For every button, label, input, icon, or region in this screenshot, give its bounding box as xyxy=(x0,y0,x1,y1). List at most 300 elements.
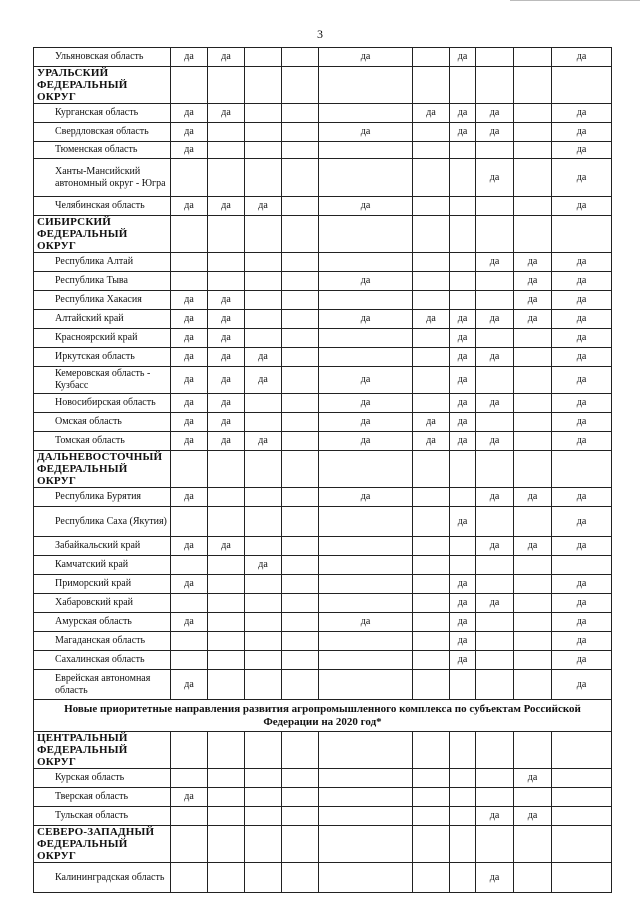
table-cell xyxy=(514,432,552,451)
table-cell xyxy=(282,575,319,594)
table-cell xyxy=(413,594,450,613)
table-cell xyxy=(171,594,208,613)
table-cell xyxy=(413,272,450,291)
table-cell xyxy=(450,556,476,575)
table-cell xyxy=(245,788,282,807)
region-name: Тюменская область xyxy=(34,142,171,159)
table-cell: да xyxy=(552,123,612,142)
table-cell xyxy=(208,253,245,272)
table-cell xyxy=(476,329,514,348)
table-cell: да xyxy=(476,807,514,826)
table-cell xyxy=(514,670,552,700)
table-cell xyxy=(245,537,282,556)
region-name: Свердловская область xyxy=(34,123,171,142)
table-cell: да xyxy=(552,488,612,507)
table-cell xyxy=(514,732,552,769)
table-cell xyxy=(171,67,208,104)
region-name: Калининградская область xyxy=(34,863,171,893)
region-name: Новосибирская область xyxy=(34,394,171,413)
table-cell: да xyxy=(208,432,245,451)
table-cell xyxy=(282,556,319,575)
table-cell xyxy=(319,651,413,670)
table-cell xyxy=(208,594,245,613)
table-cell xyxy=(208,632,245,651)
table-cell xyxy=(413,507,450,537)
table-cell xyxy=(450,826,476,863)
table-cell: да xyxy=(450,613,476,632)
table-cell: да xyxy=(245,348,282,367)
table-cell xyxy=(208,67,245,104)
table-cell: да xyxy=(552,142,612,159)
table-cell xyxy=(245,48,282,67)
table-cell xyxy=(552,769,612,788)
table-cell xyxy=(282,104,319,123)
table-cell xyxy=(476,142,514,159)
table-cell xyxy=(208,769,245,788)
district-name: УРАЛЬСКИЙ ФЕДЕРАЛЬНЫЙ ОКРУГ xyxy=(34,67,171,104)
table-cell xyxy=(282,291,319,310)
table-cell: да xyxy=(171,142,208,159)
table-cell: да xyxy=(413,432,450,451)
table-cell xyxy=(413,348,450,367)
table-cell: да xyxy=(208,413,245,432)
table-cell: да xyxy=(552,651,612,670)
table-cell: да xyxy=(171,310,208,329)
district-name: ЦЕНТРАЛЬНЫЙ ФЕДЕРАЛЬНЫЙ ОКРУГ xyxy=(34,732,171,769)
table-cell xyxy=(282,863,319,893)
table-cell xyxy=(319,632,413,651)
table-cell xyxy=(476,216,514,253)
table-cell xyxy=(413,632,450,651)
table-cell xyxy=(450,537,476,556)
table-cell xyxy=(245,413,282,432)
district-row xyxy=(34,826,612,863)
table-cell: да xyxy=(552,272,612,291)
table-cell xyxy=(282,507,319,537)
region-name: Челябинская область xyxy=(34,197,171,216)
table-cell xyxy=(413,556,450,575)
table-cell: да xyxy=(552,348,612,367)
table-cell xyxy=(413,732,450,769)
table-cell xyxy=(208,651,245,670)
table-cell: да xyxy=(450,310,476,329)
district-row xyxy=(34,67,612,104)
table-cell xyxy=(319,104,413,123)
table-row xyxy=(34,432,612,451)
table-cell xyxy=(171,807,208,826)
table-cell xyxy=(208,123,245,142)
table-cell xyxy=(514,594,552,613)
table-cell xyxy=(171,272,208,291)
table-cell: да xyxy=(476,594,514,613)
table-cell: да xyxy=(208,48,245,67)
table-cell xyxy=(514,451,552,488)
table-cell: да xyxy=(171,367,208,394)
table-row xyxy=(34,310,612,329)
table-cell: да xyxy=(552,537,612,556)
region-name: Хабаровский край xyxy=(34,594,171,613)
table-cell xyxy=(413,367,450,394)
table-cell xyxy=(413,863,450,893)
table-cell xyxy=(208,556,245,575)
table-cell xyxy=(282,310,319,329)
table-cell xyxy=(319,769,413,788)
table-cell xyxy=(282,769,319,788)
table-row xyxy=(34,556,612,575)
table-cell xyxy=(282,253,319,272)
table-cell xyxy=(413,67,450,104)
table-cell xyxy=(245,104,282,123)
table-cell xyxy=(514,613,552,632)
table-cell xyxy=(282,329,319,348)
table-cell xyxy=(476,507,514,537)
table-cell xyxy=(171,732,208,769)
region-name: Омская область xyxy=(34,413,171,432)
table-cell: да xyxy=(450,651,476,670)
table-cell xyxy=(282,413,319,432)
table-cell xyxy=(476,272,514,291)
region-name: Республика Тыва xyxy=(34,272,171,291)
region-name: Ульяновская область xyxy=(34,48,171,67)
table-row xyxy=(34,104,612,123)
table-cell: да xyxy=(208,329,245,348)
region-name: Курганская область xyxy=(34,104,171,123)
table-cell: да xyxy=(514,291,552,310)
table-cell: да xyxy=(450,413,476,432)
table-cell xyxy=(245,863,282,893)
table-cell xyxy=(476,197,514,216)
table-cell: да xyxy=(476,537,514,556)
table-cell xyxy=(450,788,476,807)
table-cell: да xyxy=(476,348,514,367)
table-cell xyxy=(514,863,552,893)
table-cell xyxy=(476,651,514,670)
district-name: СИБИРСКИЙ ФЕДЕРАЛЬНЫЙ ОКРУГ xyxy=(34,216,171,253)
region-name: Магаданская область xyxy=(34,632,171,651)
table-cell xyxy=(476,575,514,594)
table-cell xyxy=(282,732,319,769)
table-cell xyxy=(282,367,319,394)
table-cell xyxy=(514,575,552,594)
table-row xyxy=(34,367,612,394)
table-cell: да xyxy=(171,488,208,507)
table-cell: да xyxy=(171,394,208,413)
table-cell: да xyxy=(450,367,476,394)
table-row xyxy=(34,197,612,216)
table-cell: да xyxy=(208,104,245,123)
table-cell xyxy=(282,67,319,104)
table-cell xyxy=(450,272,476,291)
table-cell xyxy=(514,788,552,807)
table-cell: да xyxy=(319,310,413,329)
table-cell xyxy=(319,159,413,197)
table-cell: да xyxy=(552,197,612,216)
table-cell xyxy=(319,807,413,826)
table-cell xyxy=(413,807,450,826)
table-row xyxy=(34,537,612,556)
region-name: Иркутская область xyxy=(34,348,171,367)
table-cell xyxy=(282,613,319,632)
table-cell: да xyxy=(450,48,476,67)
table-cell: да xyxy=(552,432,612,451)
table-cell xyxy=(514,651,552,670)
table-cell xyxy=(171,556,208,575)
table-cell: да xyxy=(319,488,413,507)
table-cell xyxy=(171,253,208,272)
table-cell xyxy=(450,142,476,159)
table-cell: да xyxy=(552,159,612,197)
table-cell xyxy=(245,123,282,142)
table-cell: да xyxy=(208,291,245,310)
table-cell xyxy=(245,632,282,651)
region-name: Кемеровская область - Кузбасс xyxy=(34,367,171,394)
table-cell xyxy=(171,651,208,670)
region-name: Красноярский край xyxy=(34,329,171,348)
table-cell: да xyxy=(171,788,208,807)
table-cell: да xyxy=(476,104,514,123)
table-cell: да xyxy=(208,310,245,329)
table-cell xyxy=(282,807,319,826)
table-cell xyxy=(282,788,319,807)
table-cell xyxy=(245,272,282,291)
table-cell xyxy=(319,142,413,159)
table-cell: да xyxy=(171,537,208,556)
table-cell xyxy=(319,291,413,310)
table-cell: да xyxy=(514,272,552,291)
table-cell xyxy=(245,826,282,863)
table-row xyxy=(34,142,612,159)
table-cell: да xyxy=(319,432,413,451)
table-cell xyxy=(282,272,319,291)
table-cell: да xyxy=(514,310,552,329)
table-cell: да xyxy=(208,367,245,394)
table-cell: да xyxy=(245,556,282,575)
table-cell: да xyxy=(450,507,476,537)
table-cell xyxy=(245,451,282,488)
region-name: Забайкальский край xyxy=(34,537,171,556)
table-cell: да xyxy=(450,632,476,651)
table-cell xyxy=(171,451,208,488)
table-cell xyxy=(476,788,514,807)
table-cell xyxy=(476,291,514,310)
table-cell xyxy=(208,732,245,769)
table-cell xyxy=(282,348,319,367)
table-cell xyxy=(552,451,612,488)
table-cell xyxy=(413,537,450,556)
region-name: Республика Бурятия xyxy=(34,488,171,507)
region-name: Республика Саха (Якутия) xyxy=(34,507,171,537)
table-cell xyxy=(476,613,514,632)
table-cell xyxy=(450,863,476,893)
table-cell xyxy=(450,67,476,104)
table-cell xyxy=(208,670,245,700)
table-cell: да xyxy=(171,575,208,594)
table-row xyxy=(34,613,612,632)
table-cell: да xyxy=(552,575,612,594)
table-cell xyxy=(319,863,413,893)
table-cell xyxy=(282,216,319,253)
table-cell xyxy=(450,451,476,488)
table-cell: да xyxy=(413,413,450,432)
table-cell: да xyxy=(552,253,612,272)
region-name: Тверская область xyxy=(34,788,171,807)
table-cell: да xyxy=(476,488,514,507)
table-cell xyxy=(245,488,282,507)
table-cell xyxy=(245,507,282,537)
table-cell xyxy=(171,863,208,893)
table-cell: да xyxy=(319,272,413,291)
table-cell xyxy=(514,394,552,413)
table-cell xyxy=(282,197,319,216)
table-cell xyxy=(514,159,552,197)
table-cell xyxy=(245,594,282,613)
table-cell: да xyxy=(319,613,413,632)
table-cell xyxy=(476,67,514,104)
table-cell xyxy=(319,826,413,863)
table-cell xyxy=(450,807,476,826)
table-cell: да xyxy=(476,253,514,272)
table-cell xyxy=(282,488,319,507)
table-cell xyxy=(450,488,476,507)
table-cell: да xyxy=(245,197,282,216)
table-cell xyxy=(514,826,552,863)
table-cell xyxy=(171,216,208,253)
table-cell: да xyxy=(552,310,612,329)
table-cell xyxy=(319,594,413,613)
table-cell xyxy=(476,556,514,575)
table-cell: да xyxy=(208,348,245,367)
table-cell xyxy=(552,556,612,575)
table-row xyxy=(34,253,612,272)
table-cell: да xyxy=(476,863,514,893)
table-cell xyxy=(171,632,208,651)
table-cell xyxy=(413,142,450,159)
table-cell: да xyxy=(319,48,413,67)
table-row xyxy=(34,348,612,367)
table-row xyxy=(34,651,612,670)
table-cell: да xyxy=(552,48,612,67)
table-cell xyxy=(413,394,450,413)
table-cell: да xyxy=(171,123,208,142)
table-cell: да xyxy=(245,432,282,451)
table-cell xyxy=(476,367,514,394)
table-cell xyxy=(171,826,208,863)
table-cell xyxy=(282,632,319,651)
table-cell xyxy=(319,670,413,700)
region-name: Камчатский край xyxy=(34,556,171,575)
table-cell xyxy=(319,537,413,556)
table-cell xyxy=(208,451,245,488)
table-cell xyxy=(245,329,282,348)
table-cell xyxy=(319,216,413,253)
table-cell xyxy=(171,769,208,788)
table-cell xyxy=(282,670,319,700)
table-cell xyxy=(413,123,450,142)
table-cell xyxy=(245,613,282,632)
table-row xyxy=(34,769,612,788)
table-cell xyxy=(413,788,450,807)
table-cell: да xyxy=(319,197,413,216)
table-cell: да xyxy=(171,48,208,67)
table-cell: да xyxy=(514,537,552,556)
table-cell xyxy=(319,575,413,594)
table-cell xyxy=(413,769,450,788)
table-cell xyxy=(450,670,476,700)
district-row xyxy=(34,451,612,488)
table-cell xyxy=(413,48,450,67)
table-cell: да xyxy=(552,367,612,394)
table-cell xyxy=(514,507,552,537)
table-cell: да xyxy=(552,670,612,700)
table-cell xyxy=(413,651,450,670)
table-cell xyxy=(208,142,245,159)
table-cell xyxy=(208,575,245,594)
table-cell: да xyxy=(450,432,476,451)
region-name: Еврейская автономная область xyxy=(34,670,171,700)
table-row xyxy=(34,575,612,594)
table-cell: да xyxy=(514,769,552,788)
table-cell xyxy=(245,651,282,670)
region-name: Республика Хакасия xyxy=(34,291,171,310)
table-cell: да xyxy=(476,310,514,329)
table-cell xyxy=(514,556,552,575)
table-cell xyxy=(450,769,476,788)
table-cell xyxy=(282,651,319,670)
table-cell xyxy=(319,788,413,807)
section-header-row xyxy=(34,700,612,732)
table-row xyxy=(34,488,612,507)
table-row xyxy=(34,788,612,807)
table-cell xyxy=(413,670,450,700)
table-cell: да xyxy=(552,329,612,348)
table-cell xyxy=(552,788,612,807)
table-cell xyxy=(245,670,282,700)
table-cell: да xyxy=(319,367,413,394)
table-cell xyxy=(319,451,413,488)
region-name: Томская область xyxy=(34,432,171,451)
table-cell xyxy=(450,197,476,216)
table-cell: да xyxy=(552,291,612,310)
region-name: Приморский край xyxy=(34,575,171,594)
table-cell xyxy=(476,451,514,488)
table-cell xyxy=(208,863,245,893)
table-cell xyxy=(514,48,552,67)
table-cell xyxy=(476,732,514,769)
table-cell xyxy=(319,507,413,537)
table-cell xyxy=(552,216,612,253)
table-cell: да xyxy=(319,394,413,413)
table-cell: да xyxy=(450,575,476,594)
table-cell xyxy=(413,826,450,863)
table-cell: да xyxy=(171,670,208,700)
table-row xyxy=(34,329,612,348)
table-cell xyxy=(514,123,552,142)
table-cell xyxy=(319,348,413,367)
region-name: Алтайский край xyxy=(34,310,171,329)
table-cell xyxy=(476,413,514,432)
table-cell xyxy=(319,556,413,575)
table-cell xyxy=(208,826,245,863)
table-cell xyxy=(450,159,476,197)
table-cell: да xyxy=(208,537,245,556)
table-cell: да xyxy=(171,613,208,632)
region-name: Курская область xyxy=(34,769,171,788)
region-name: Тульская область xyxy=(34,807,171,826)
table-cell xyxy=(514,104,552,123)
table-cell xyxy=(208,159,245,197)
table-cell xyxy=(171,159,208,197)
table-cell xyxy=(245,253,282,272)
